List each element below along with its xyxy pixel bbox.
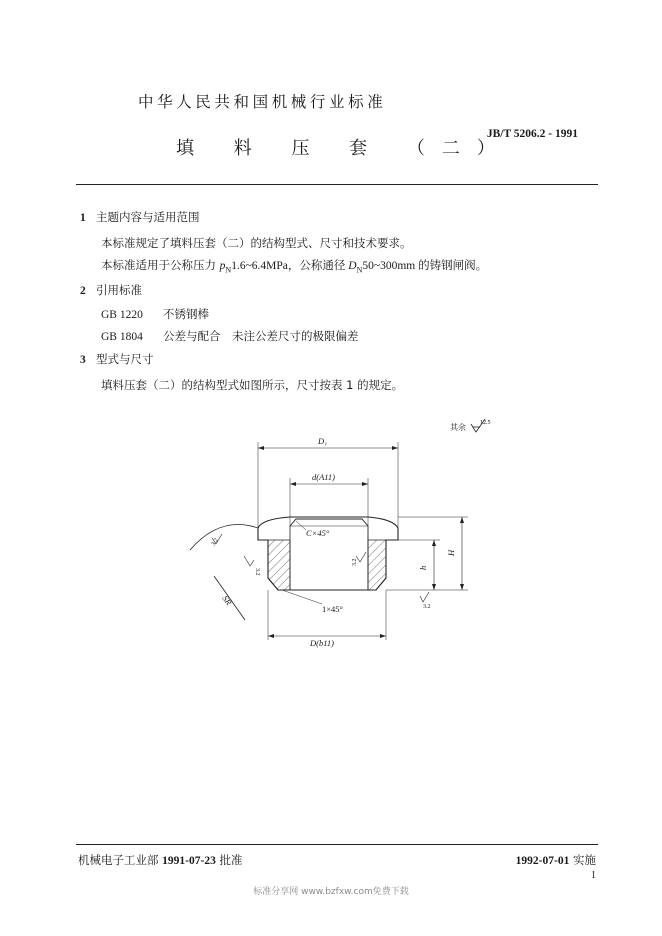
roughness-note-label: 其余 <box>450 423 466 432</box>
implementation-line <box>516 852 596 868</box>
section-2-heading <box>80 282 142 298</box>
label-d: d(A11) <box>312 472 335 482</box>
chamfer-leader <box>296 521 306 530</box>
section-number: 3 <box>80 354 86 366</box>
subscript: N <box>356 265 363 275</box>
label-D1: D₁ <box>318 436 328 446</box>
packing-gland-drawing <box>180 428 480 653</box>
document-title: 填 料 压 套 （二） <box>176 138 512 159</box>
approving-body: 机械电子工业部 <box>78 853 159 867</box>
section-title: 主题内容与适用范围 <box>96 210 200 224</box>
section-number: 1 <box>80 212 86 224</box>
page-number: 1 <box>591 870 596 881</box>
chamfer-leader <box>282 590 322 604</box>
spherical-radius-arc <box>190 524 258 550</box>
roughness-value: 12.5 <box>479 420 491 426</box>
symbol-pressure: p <box>219 260 226 272</box>
section-1-paragraph-2 <box>101 257 487 274</box>
label-chamfer-top: C×45° <box>306 528 330 538</box>
section-1-paragraph-1: 本标准规定了填料压套（二）的结构型式、尺寸和技术要求。 <box>101 236 412 250</box>
label-roughness: 3.2 <box>352 558 358 566</box>
approval-date: 1991-07-23 <box>162 855 216 867</box>
implementation-label: 实施 <box>573 853 596 867</box>
reference-code: GB 1220 <box>101 309 143 321</box>
label-roughness: 3.2 <box>210 537 220 548</box>
site-watermark: 标准分享网 www.bzfxw.com免费下载 <box>253 887 409 897</box>
issuing-organization: 中华人民共和国机械行业标准 <box>138 93 387 111</box>
label-h: h <box>418 565 428 570</box>
section-3-heading <box>80 351 154 367</box>
header-rule <box>76 184 598 185</box>
label-roughness: 3.2 <box>423 604 431 610</box>
standard-number: JB/T 5206.2 - 1991 <box>486 128 578 140</box>
footer-rule <box>76 844 598 845</box>
label-chamfer-bottom: 1×45° <box>322 604 343 614</box>
section-number: 2 <box>80 285 86 297</box>
reference-code: GB 1804 <box>101 331 143 343</box>
section-title: 型式与尺寸 <box>96 352 154 366</box>
label-roughness: 3.2 <box>254 568 260 576</box>
symbol-diameter: D <box>348 260 357 272</box>
label-H: H <box>446 549 456 556</box>
section-hatch-right <box>368 540 386 590</box>
section-1-heading <box>80 209 200 225</box>
approval-label: 批准 <box>219 853 243 867</box>
text-run: 50~300mm 的铸钢闸阀。 <box>362 260 488 272</box>
approval-line <box>78 852 242 868</box>
text-run: 本标准适用于公称压力 <box>101 258 220 272</box>
subscript: N <box>225 265 232 275</box>
roughness-marks <box>212 534 429 602</box>
section-title: 引用标准 <box>96 283 142 297</box>
text-run: 1.6~6.4MPa，公称通径 <box>231 260 349 272</box>
implementation-date: 1992-07-01 <box>515 855 570 867</box>
label-SR: SR <box>220 593 234 607</box>
reference-title: 不锈钢棒 <box>163 307 209 321</box>
reference-title: 公差与配合 未注公差尺寸的极限偏差 <box>163 329 359 343</box>
section-3-paragraph-1: 填料压套（二）的结构型式如图所示，尺寸按表 1 的规定。 <box>101 378 404 392</box>
label-D: D(b11) <box>310 638 334 648</box>
reference-item <box>101 328 359 344</box>
reference-item <box>101 306 209 322</box>
